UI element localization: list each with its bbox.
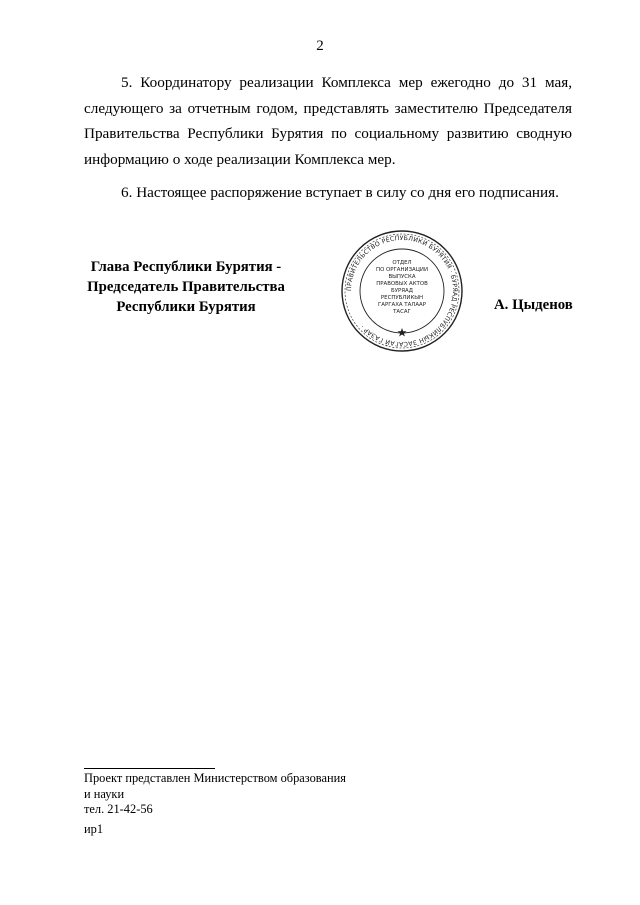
signer-title	[72, 257, 300, 317]
signer-title-line-3: Республики Бурятия	[116, 299, 256, 315]
seal-line-1: ОТДЕЛ	[392, 260, 412, 266]
seal-line-2: ПО ОРГАНИЗАЦИИ	[376, 267, 428, 273]
seal-line-5: БУРЯАД	[391, 288, 413, 294]
signer-name: А. Цыденов	[494, 297, 573, 313]
page-number: 2	[316, 38, 324, 54]
seal-star-icon	[397, 328, 406, 337]
seal-line-4: ПРАВОВЫХ АКТОВ	[376, 281, 428, 287]
seal-line-3: ВЫПУСКА	[388, 274, 416, 280]
signer-title-line-1: Глава Республики Бурятия -	[90, 259, 282, 275]
signer-title-line-2: Председатель Правительства	[87, 279, 285, 295]
paragraph-5: 5. Координатору реализации Комплекса мер ежегодно до 31 мая, следующего за отчетным годом, представлять заместителю Председателя Правительства Республики Бурятия по социальному развитию сводную информацию о ходе реализации Комплекса мер.	[84, 74, 572, 168]
footnote-line-1: Проект представлен Министерством образования	[84, 771, 346, 785]
seal-outer-text: ПРАВИТЕЛЬСТВО РЕСПУБЛИКИ БУРЯТИЯ · БУРЯАД РЕСПУБЛИКЫН ЗАСАГАЙ ГАЗАР ·	[345, 234, 459, 348]
document-code: ир1	[84, 822, 104, 836]
paragraph-6: 6. Настоящее распоряжение вступает в силу со дня его подписания.	[121, 184, 559, 201]
footnote-line-2: и науки	[84, 786, 125, 801]
official-seal	[327, 226, 477, 356]
seal-line-7: ГАРГАХА ТАЛААР	[378, 302, 426, 308]
seal-line-8: ТАСАГ	[393, 309, 411, 315]
footnote	[84, 771, 346, 818]
footnote-divider	[84, 768, 215, 769]
footnote-line-3: тел. 21-42-56	[84, 802, 153, 816]
seal-line-6: РЕСПУБЛИКЫН	[380, 295, 424, 301]
